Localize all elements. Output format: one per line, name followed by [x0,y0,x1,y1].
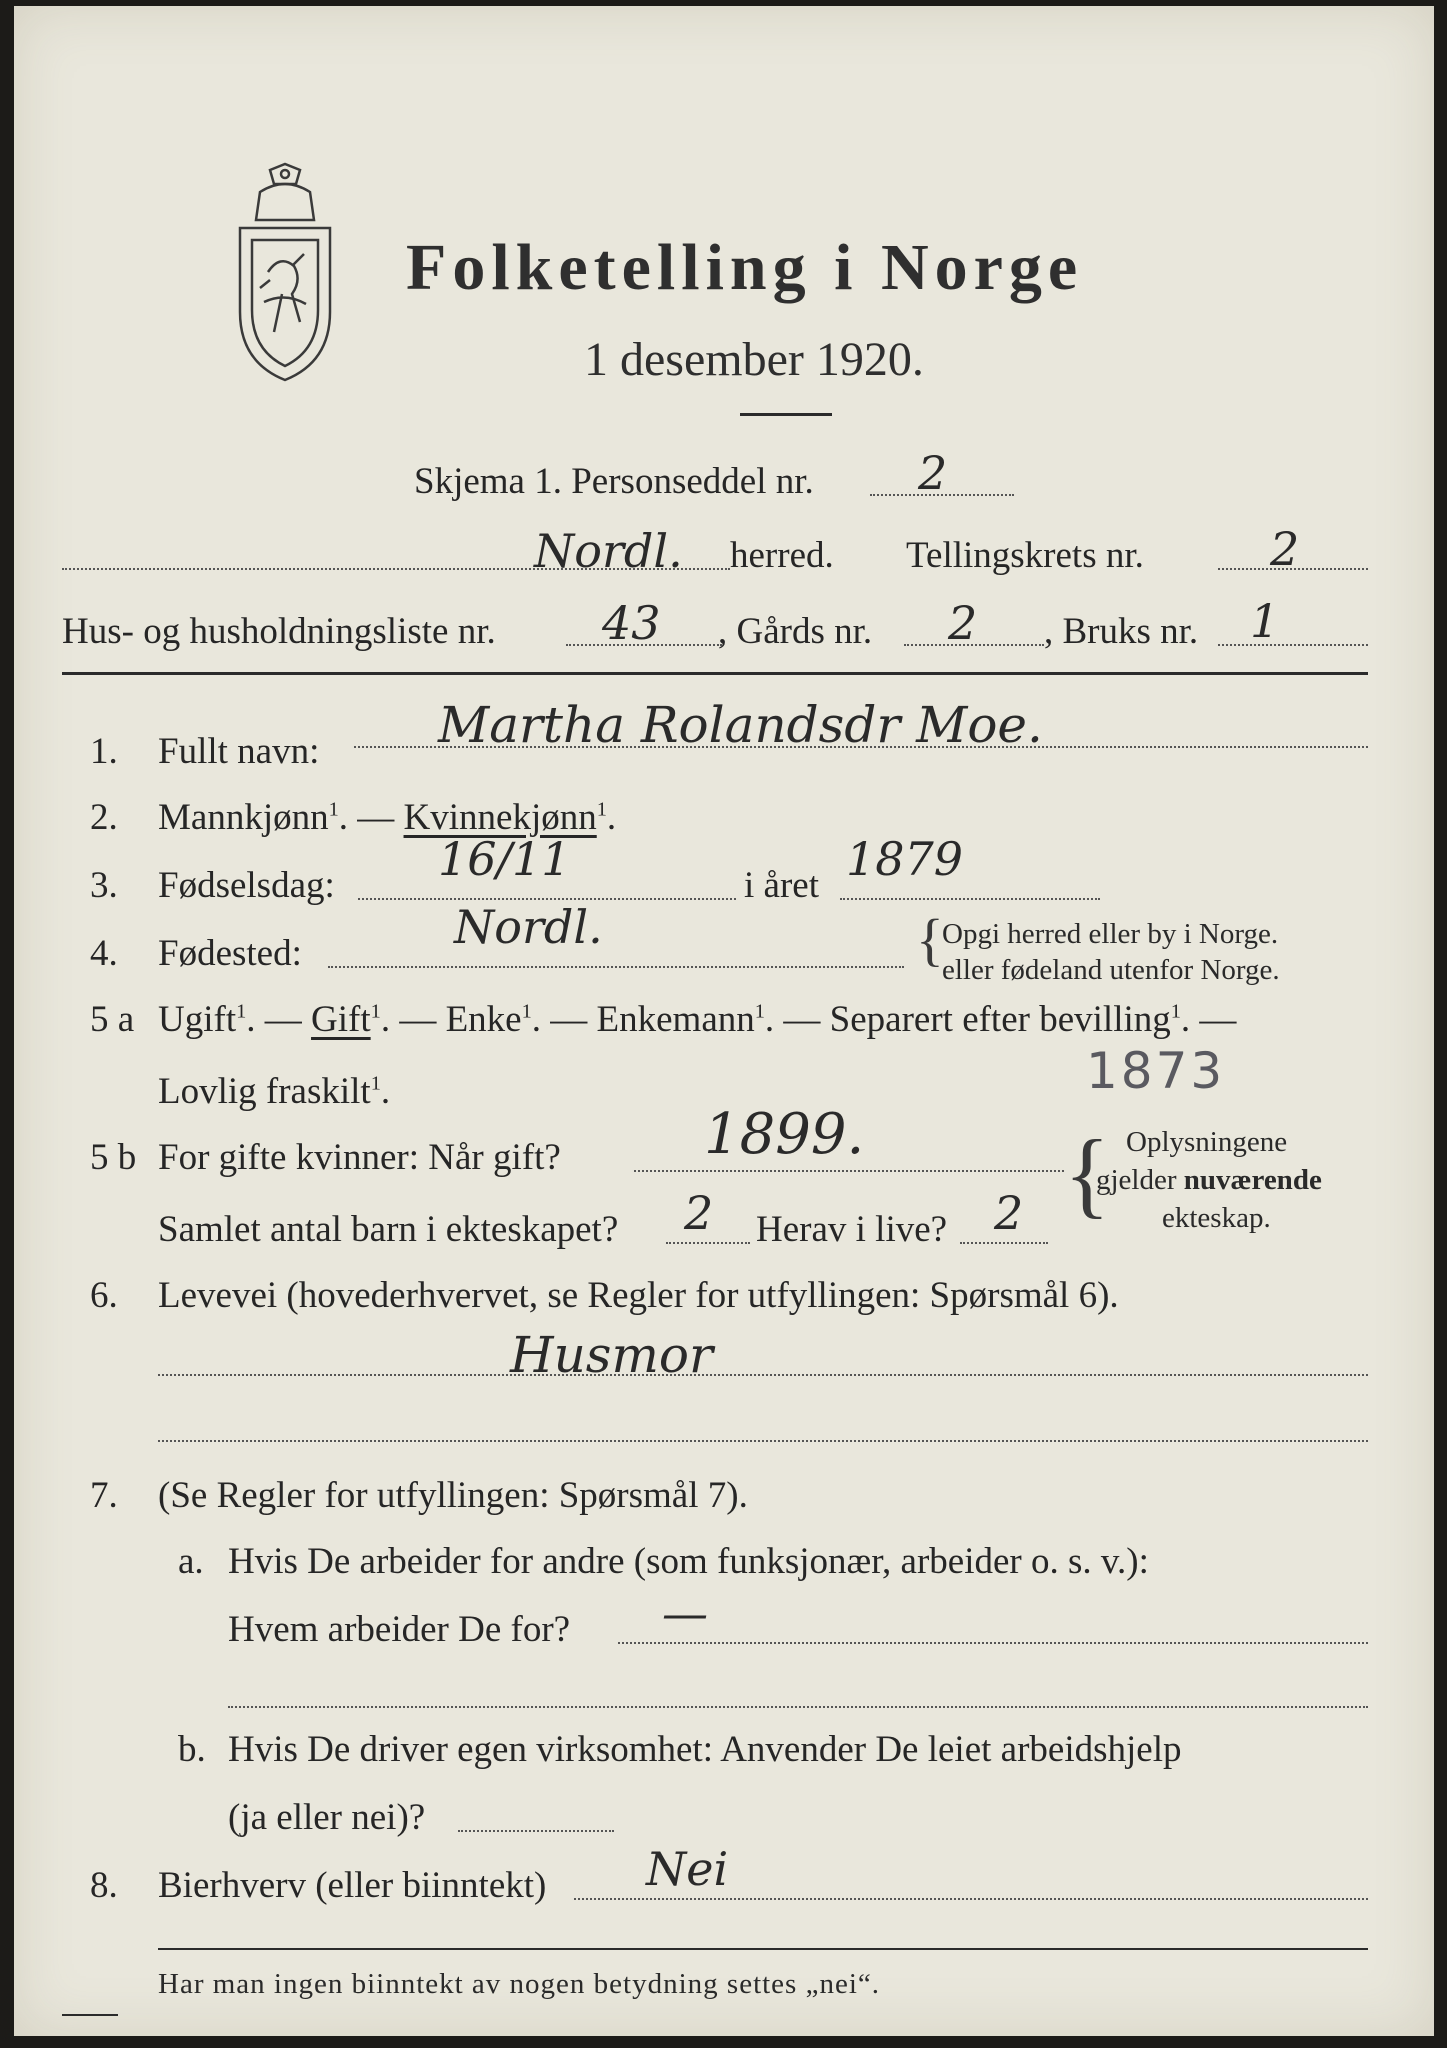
gift-option-selected: Gift [311,999,371,1040]
footnote-rule [158,1948,1368,1950]
birthplace-note-2: eller fødeland utenfor Norge. [942,954,1280,986]
married-year-value: 1899. [704,1102,865,1167]
q7a-label: Hvis De arbeider for andre (som funksjonær, arbeider o. s. v.): [228,1541,1149,1582]
bruks-label: , Bruks nr. [1044,611,1199,652]
q8-number: 8. [90,1865,118,1906]
q7b-number: b. [178,1729,206,1770]
q6-number: 6. [90,1275,118,1316]
q5b-number: 5 b [90,1137,137,1178]
header-rule [62,672,1368,675]
live-label: Herav i live? [756,1209,948,1250]
enkemann-option: Enkemann [596,999,755,1040]
annotation-1873: 1873 [1086,1042,1226,1100]
herred-label: herred. [730,535,834,576]
q4-label: Fødested: [158,933,302,974]
marriage-note-3: ekteskap. [1162,1202,1271,1234]
q2-options: Mannkjønn$^1$. — Kvinnekjønn$^1$. [158,797,617,838]
form-title: Folketelling i Norge [406,231,1084,304]
q5a-number: 5 a [90,999,135,1040]
hus-label: Hus- og husholdningsliste nr. [62,611,496,652]
separert-option: Separert efter bevilling [829,999,1171,1040]
gards-nr-value: 2 [948,596,978,650]
census-date: 1 desember 1920. [584,333,924,386]
year-label: i året [744,865,819,906]
title-divider [740,413,832,416]
side-income-value: Nei [646,1842,729,1896]
employer-value: — [662,1586,708,1640]
q7a-sub-label: Hvem arbeider De for? [228,1609,571,1650]
barn-label: Samlet antal barn i ekteskapet? [158,1209,619,1250]
birth-year-value: 1879 [846,832,964,886]
q2-number: 2. [90,797,118,838]
mannkjonn-option: Mannkjønn [158,797,329,838]
q3-label: Fødselsdag: [158,865,335,906]
herred-value: Nordl. [534,524,683,578]
skjema-label: Skjema 1. Personseddel nr. [414,461,814,502]
q5a-options: Ugift$^1$. — Gift$^1$. — Enke$^1$. — Enkemann$^1$. — Separert efter bevilling$^1$. — [158,999,1237,1040]
marriage-note-1: Oplysningene [1126,1126,1288,1158]
gards-label: , Gårds nr. [718,611,873,652]
q3-number: 3. [90,865,118,906]
q5b-label: For gifte kvinner: Når gift? [158,1137,561,1178]
tellingskrets-label: Tellingskrets nr. [906,535,1144,576]
tellingskrets-nr-value: 2 [1270,522,1300,576]
ugift-option: Ugift [158,999,237,1040]
q4-number: 4. [90,933,118,974]
bruks-nr-value: 1 [1250,594,1280,648]
birth-date-value: 16/11 [438,832,571,886]
q8-label: Bierhverv (eller biinntekt) [158,1865,547,1906]
footnote: Har man ingen biinntekt av nogen betydning settes „nei“. [158,1968,881,2000]
q6-label: Levevei (hovederhvervet, se Regler for utfyllingen: Spørsmål 6). [158,1275,1119,1316]
fraskilt-option: Lovlig fraskilt$^1$. [158,1071,391,1112]
full-name-value: Martha Rolandsdr Moe. [438,696,1043,754]
marriage-note-2: gjelder nuværende [1096,1164,1322,1196]
children-alive-value: 2 [994,1186,1024,1240]
q1-label: Fullt navn: [158,731,320,772]
birthplace-note-1: Opgi herred eller by i Norge. [942,918,1279,950]
q7-label: (Se Regler for utfyllingen: Spørsmål 7). [158,1475,748,1516]
q7-number: 7. [90,1475,118,1516]
norway-coat-of-arms-icon [230,162,340,384]
q7b-sub-label: (ja eller nei)? [228,1797,426,1838]
q7b-label: Hvis De driver egen virksomhet: Anvender De leiet arbeidshjelp [228,1729,1182,1770]
occupation-value: Husmor [510,1326,713,1384]
q1-number: 1. [90,731,118,772]
children-total-value: 2 [684,1186,714,1240]
enke-option: Enke [445,999,522,1040]
hus-nr-value: 43 [602,596,661,650]
census-form-page: Folketelling i Norge 1 desember 1920. Skjema 1. Personseddel nr. 2 Nordl. herred. Tellingskrets nr. 2 Hus- og husholdningsliste nr. 43 , Gårds nr. 2 , Bruks nr. 1 1. Fullt navn: Martha Rolandsdr Moe. 2. Mannkjønn$^1$. — Kvinnekjønn$^1$. 3. Fødselsdag: 16/11 i året 1879 4. Fødested: Nordl. { Opgi herred eller by i Norge. eller fødeland utenfor Norge. 5 a Ugift$^1$. — Gift$^1$. — Enke$^1$. — Enkemann$^1$. — Separert efter bevilling$^1$. — Lovlig fraskilt$^1$. 1873 5 b For gifte kvinner: Når gift? 1899. Samlet antal barn i ekteskapet? 2 Herav i live? 2 { Oplysningene gjelder nuværende ekteskap. 6. Levevei (hovederhvervet, se Regler for utfyllingen: Spørsmål 6). Husmor 7. (Se Regler for utfyllingen: Spørsmål 7). a. Hvis De arbeider for andre (som funksjonær, arbeider o. s. v.): Hvem arbeider De for? — b. Hvis De driver egen virksomhet: Anvender De leiet arbeidshjelp (ja eller nei)? 8. Bierhverv (eller biinntekt) Nei Har man ingen biinntekt av nogen betydning settes „nei“. [14,6,1434,2036]
kvinnekjonn-option-selected: Kvinnekjønn [403,797,597,838]
q7a-number: a. [178,1541,204,1582]
birthplace-value: Nordl. [454,900,603,954]
personseddel-nr-value: 2 [918,446,948,500]
